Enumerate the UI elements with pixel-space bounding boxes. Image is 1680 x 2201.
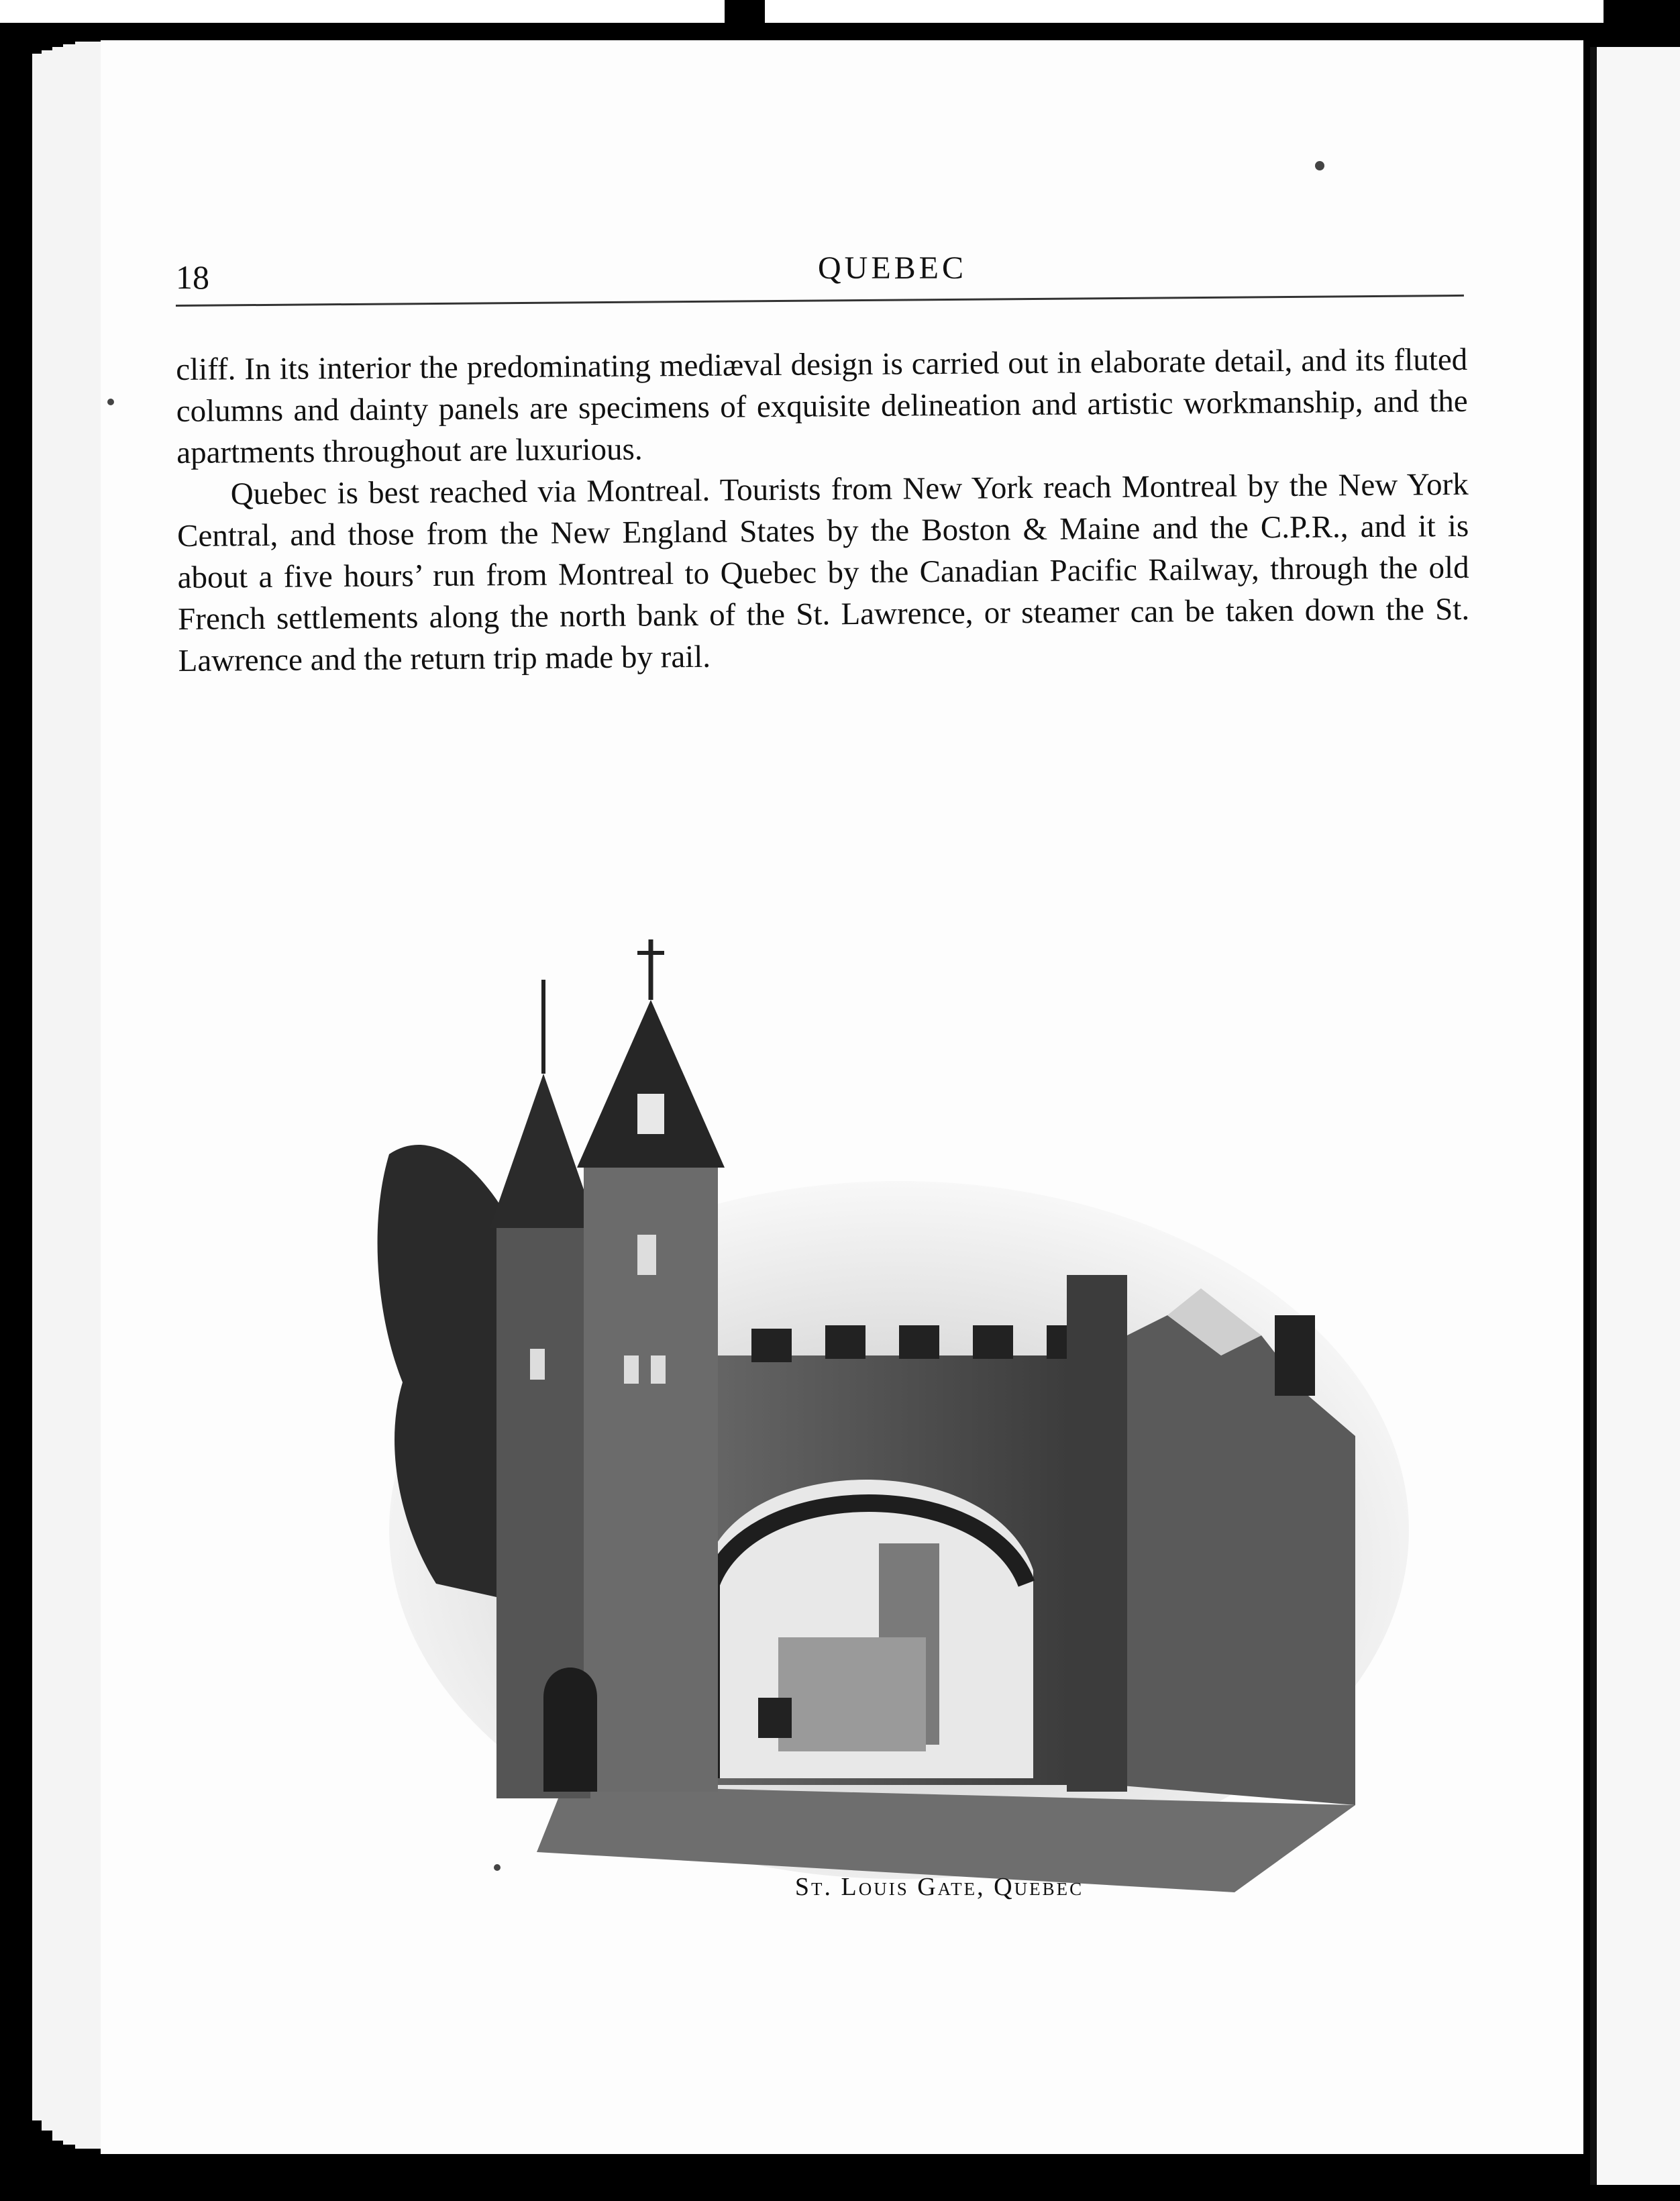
paragraph-1: cliff. In its interior the predominating mediæval design is carried out in elaborate detail, and its fluted columns and dainty panels are specimens of exquisite delineation and artistic workmanship, and the apartments throughout are luxurious. <box>176 342 1468 470</box>
body-text <box>176 339 1470 682</box>
facing-page-edge <box>1590 47 1680 2185</box>
scan-top-border <box>0 0 1680 27</box>
page-number: 18 <box>176 258 209 296</box>
running-head: QUEBEC <box>818 250 967 286</box>
scan-speck <box>107 399 114 405</box>
st-louis-gate-illustration <box>362 939 1449 2201</box>
scan-speck <box>494 1864 501 1871</box>
paragraph-2: Quebec is best reached via Montreal. Tourists from New York reach Montreal by the New York Central, and those from the New England States by the Boston & Maine and the C.P.R., and it is about a five hours’ run from Montreal to Quebec by the Canadian Pacific Railway, through the old French settlements along the north bank of the St. Lawrence, or steamer can be taken down the St. Lawrence and the return trip made by rail. <box>176 466 1470 678</box>
figure-caption: St. Louis Gate, Quebec <box>794 1873 1084 1901</box>
scan-speck <box>1315 161 1324 170</box>
